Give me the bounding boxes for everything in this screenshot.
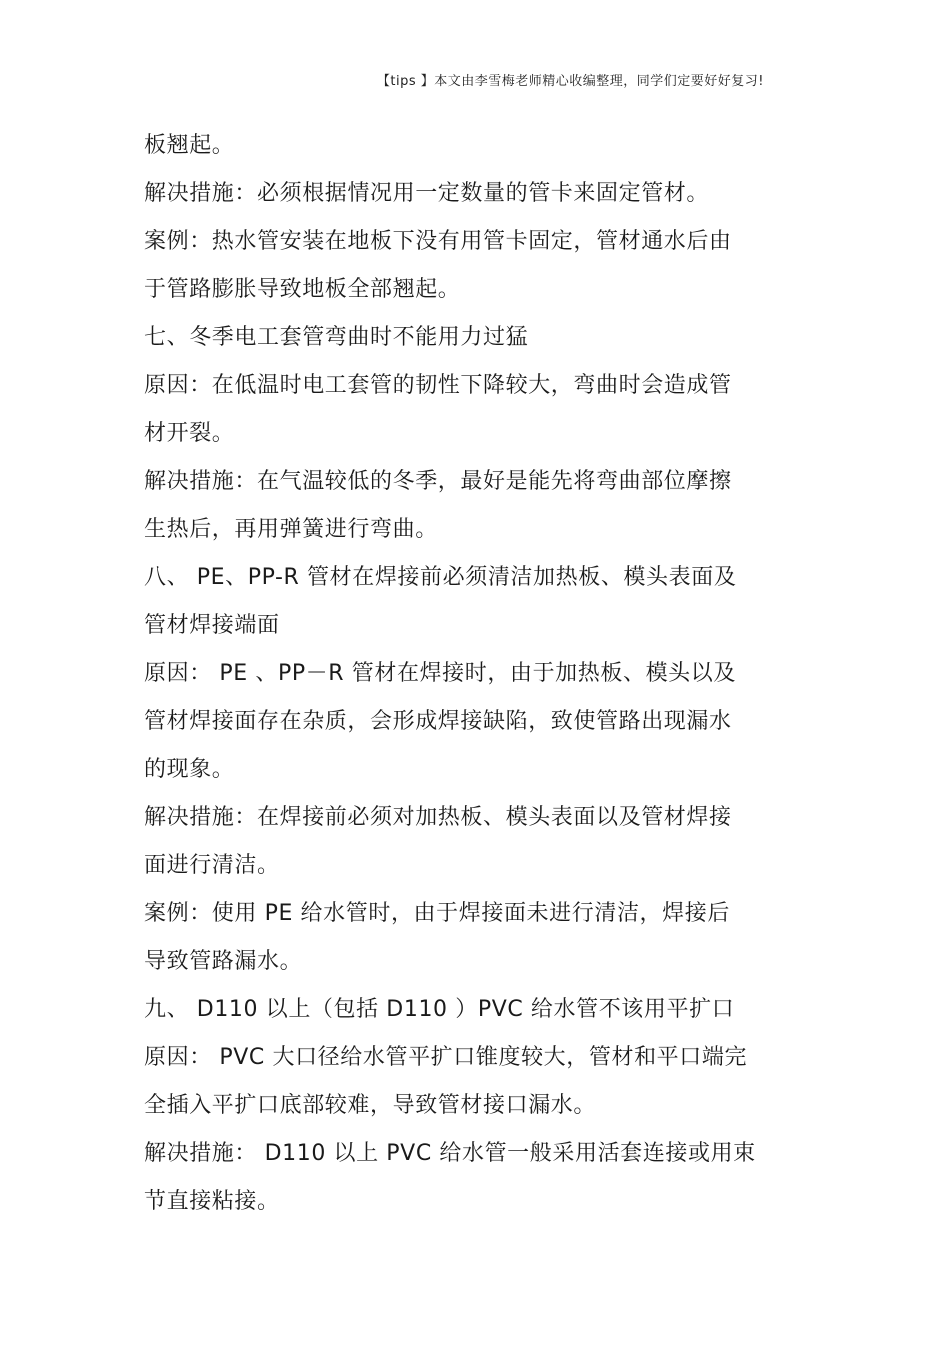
body-line: 导致管路漏水。 [144, 949, 303, 974]
body-line: 于管路膨胀导致地板全部翘起。 [144, 277, 461, 302]
body-line: 原因： PE 、PP－R 管材在焊接时，由于加热板、模头以及 [144, 661, 736, 686]
document-body [144, 122, 784, 1226]
body-line: 解决措施：必须根据情况用一定数量的管卡来固定管材。 [144, 181, 710, 206]
body-line: 解决措施：在气温较低的冬季，最好是能先将弯曲部位摩擦 [144, 469, 732, 494]
body-line: 原因： PVC 大口径给水管平扩口锥度较大，管材和平口端完 [144, 1045, 748, 1070]
body-line: 案例：热水管安装在地板下没有用管卡固定，管材通水后由 [144, 229, 732, 254]
section-heading: 七、冬季电工套管弯曲时不能用力过猛 [144, 325, 529, 350]
body-line: 解决措施： D110 以上 PVC 给水管一般采用活套连接或用束 [144, 1141, 756, 1166]
body-line: 解决措施：在焊接前必须对加热板、模头表面以及管材焊接 [144, 805, 732, 830]
section-heading: 九、 D110 以上（包括 D110 ）PVC 给水管不该用平扩口 [144, 997, 735, 1022]
body-line: 节直接粘接。 [144, 1189, 280, 1214]
body-line: 材开裂。 [144, 421, 235, 446]
section-heading: 管材焊接端面 [144, 613, 280, 638]
body-line: 全插入平扩口底部较难，导致管材接口漏水。 [144, 1093, 597, 1118]
body-line: 原因：在低温时电工套管的韧性下降较大，弯曲时会造成管 [144, 373, 732, 398]
body-line: 面进行清洁。 [144, 853, 280, 878]
section-heading: 八、 PE、PP-R 管材在焊接前必须清洁加热板、模头表面及 [144, 565, 737, 590]
body-line: 生热后，再用弹簧进行弯曲。 [144, 517, 438, 542]
body-line: 案例：使用 PE 给水管时，由于焊接面未进行清洁，焊接后 [144, 901, 730, 926]
body-line: 板翘起。 [144, 133, 235, 158]
body-line: 的现象。 [144, 757, 235, 782]
body-line: 管材焊接面存在杂质，会形成焊接缺陷，致使管路出现漏水 [144, 709, 732, 734]
header-tips-note: 【tips 】本文由李雪梅老师精心收编整理，同学们定要好好复习! [376, 74, 764, 89]
